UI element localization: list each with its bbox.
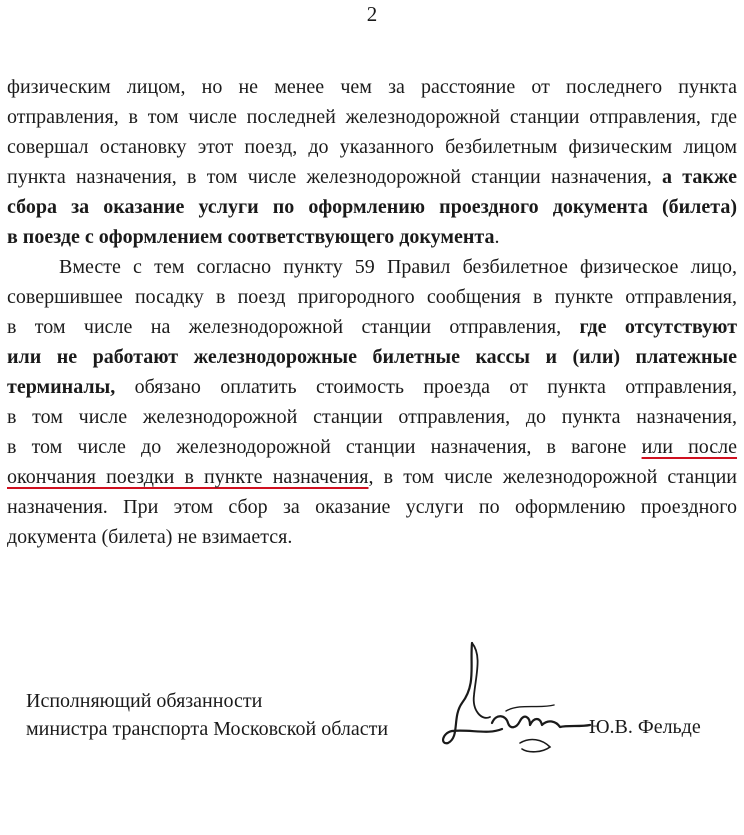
underlined-run: окончания поездки в пункте назначения: [7, 466, 369, 488]
text-run: в том числе до железнодорожной станции назначения, в вагоне: [7, 436, 627, 458]
signatory-title-line-2: министра транспорта Московской области: [26, 718, 389, 740]
signatory-name: Ю.В. Фельде: [589, 716, 701, 738]
signature-stroke-main: [443, 643, 590, 743]
page-number: 2: [366, 2, 378, 26]
paragraph-1-line-2: отправления, в том числе последней железнодорожной станции отправления, где: [7, 106, 737, 128]
signature-stroke-loop: [472, 643, 490, 718]
paragraph-1-line-3: совершал остановку этот поезд, до указанного безбилетным физическим лицом: [7, 136, 737, 158]
bold-run: терминалы,: [7, 376, 116, 398]
bold-run: или не работают железнодорожные билетные кассы и (или) платежные: [7, 346, 737, 368]
text-run: в том числе на железнодорожной станции отправления,: [7, 316, 562, 338]
paragraph-1-line-6: [7, 224, 737, 250]
signature-stroke-flourish: [506, 705, 554, 711]
paragraph-2-line-3: [7, 314, 737, 340]
paragraph-2-line-10: документа (билета) не взимается.: [7, 526, 293, 548]
bold-run: сбора за оказание услуги по оформлению проездного документа (билета): [7, 196, 737, 218]
paragraph-2-line-2: совершившее посадку в поезд пригородного сообщения в пункте отправления,: [7, 286, 737, 308]
paragraph-2-line-1: Вместе с тем согласно пункту 59 Правил безбилетное физическое лицо,: [59, 256, 737, 278]
paragraph-2-line-7: [7, 434, 737, 460]
paragraph-1-line-4: [7, 164, 737, 190]
bold-run: где отсутствуют: [579, 316, 738, 338]
paragraph-2-line-5: [7, 374, 737, 400]
text-run: обязано оплатить стоимость проезда от пункта отправления,: [134, 376, 737, 398]
paragraph-1-line-1: физическим лицом, но не менее чем за расстояние от последнего пункта: [7, 76, 737, 98]
paragraph-2-line-9: назначения. При этом сбор за оказание услуги по оформлению проездного: [7, 496, 737, 518]
signature-stroke-tail: [520, 740, 550, 752]
paragraph-2-line-6: в том числе железнодорожной станции отправления, до пункта назначения,: [7, 406, 737, 428]
text-run: , в том числе железнодорожной станции: [368, 466, 737, 488]
underlined-run: или после: [641, 436, 738, 458]
paragraph-2-line-8: [7, 464, 737, 490]
bold-run: в поезде с оформлением соответствующего документа: [7, 226, 495, 248]
text-run: .: [494, 226, 500, 248]
bold-run: а также: [662, 166, 737, 188]
handwritten-signature: [430, 625, 610, 765]
signatory-title-line-1: Исполняющий обязанности: [26, 690, 263, 712]
text-run: пункта назначения, в том числе железнодорожной станции назначения,: [7, 166, 652, 188]
paragraph-2-line-4: [7, 344, 737, 370]
paragraph-1-line-5: [7, 194, 737, 220]
